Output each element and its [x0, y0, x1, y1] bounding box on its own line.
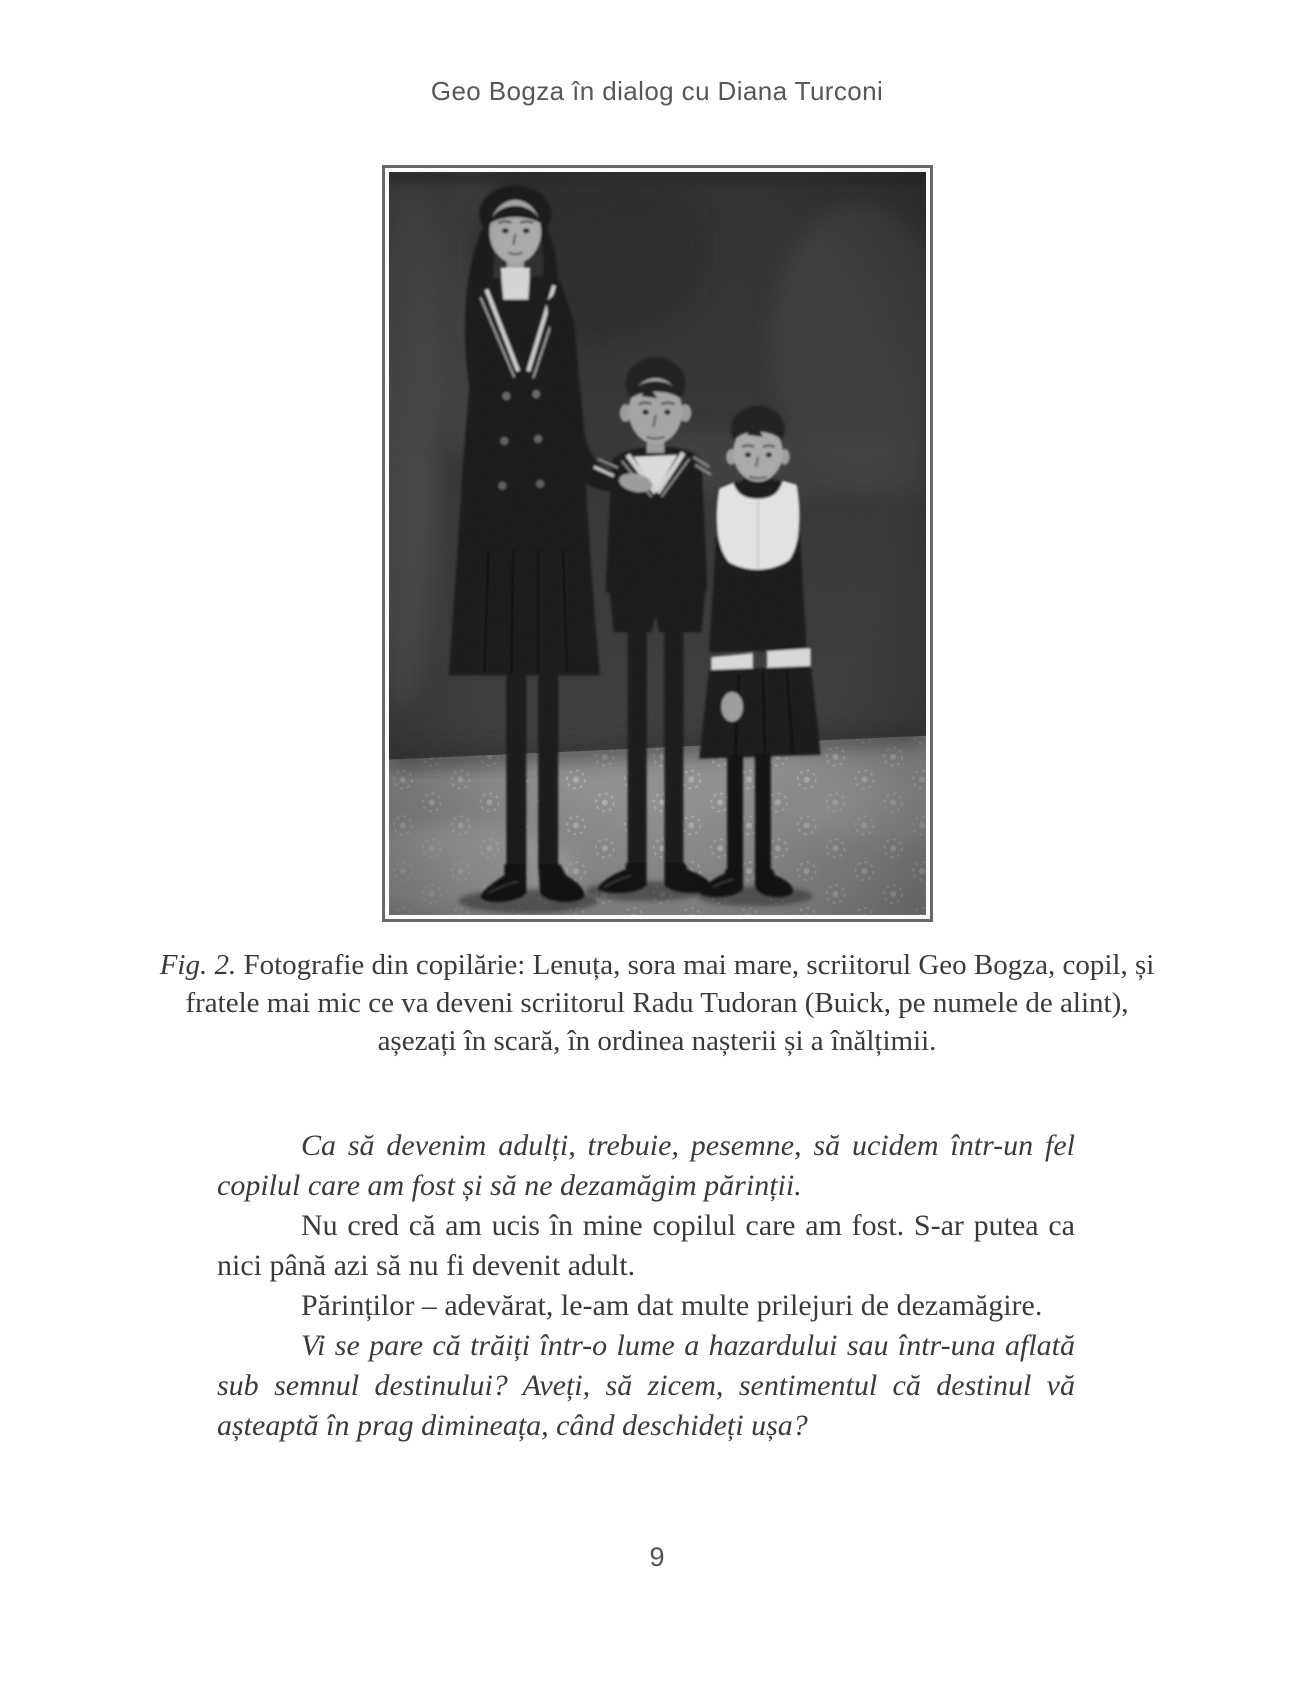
figure-caption [157, 946, 1157, 1060]
photo-grain [389, 172, 926, 915]
childhood-photograph [382, 165, 933, 922]
caption-text: Fotografie din copilărie: Lenuța, sora mai mare, scriitorul Geo Bogza, copil, și fratele mai mic ce va deveni scriitorul Radu Tudoran (Buick, pe numele de alint), așezați în scară, în ordinea nașterii și a înălțimii. [185, 949, 1155, 1057]
body-text [217, 1126, 1075, 1446]
page-number: 9 [649, 1542, 665, 1572]
body-paragraph-question-1: Ca să devenim adulți, trebuie, pesemne, să ucidem într-un fel copilul care am fost și să ne dezamăgim părinții. [217, 1129, 1075, 1202]
body-paragraph-question-2: Vi se pare că trăiți într-o lume a hazardului sau într-una aflată sub semnul destinului? Aveți, să zicem, sentimentul că destinul vă așteaptă în prag dimineața, când deschideți ușa? [217, 1329, 1075, 1442]
body-paragraph-answer-1: Nu cred că am ucis în mine copilul care am fost. S-ar putea ca nici până azi să nu fi devenit adult. [217, 1209, 1075, 1282]
photograph-illustration [389, 172, 926, 915]
body-paragraph-answer-2: Părinților – adevărat, le-am dat multe prilejuri de dezamăgire. [301, 1289, 1043, 1322]
caption-figure-label: Fig. 2. [159, 949, 237, 981]
running-head-title: Geo Bogza în dialog cu Diana Turconi [430, 76, 884, 106]
